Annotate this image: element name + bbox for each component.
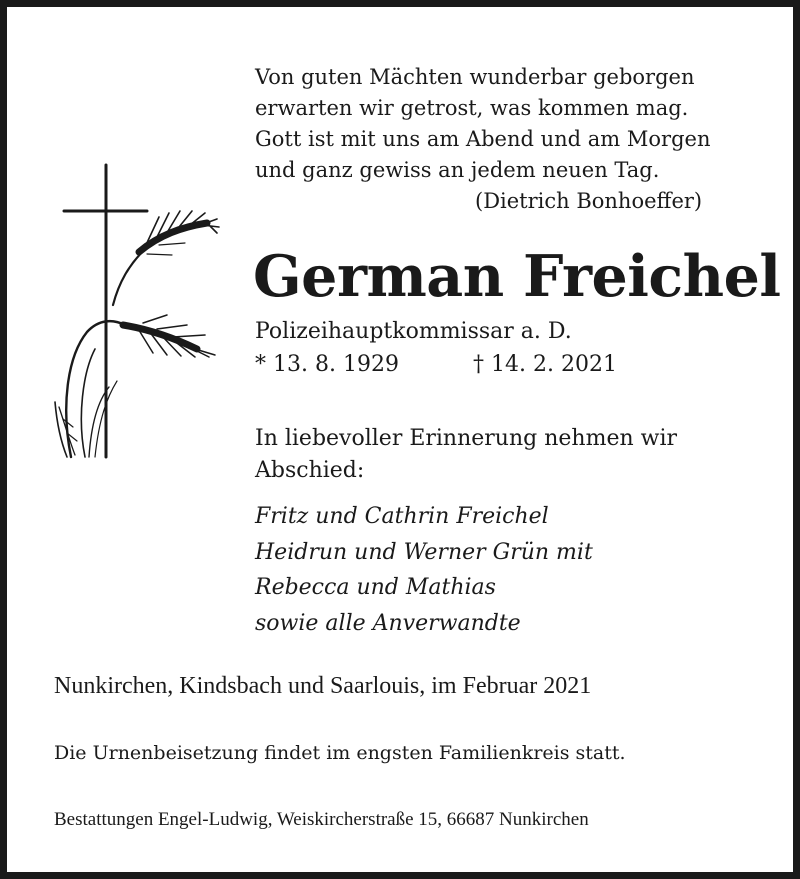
quote-line: erwarten wir getrost, was kommen mag. (255, 96, 689, 120)
place-and-date: Nunkirchen, Kindsbach und Saarlouis, im Februar 2021 (54, 673, 592, 699)
mourners-list (255, 499, 593, 641)
death-date: † 14. 2. 2021 (473, 352, 617, 377)
urn-burial-notice: Die Urnenbeisetzung findet im engsten Familienkreis statt. (54, 742, 626, 764)
mourner-line: Fritz und Cathrin Freichel (255, 504, 549, 529)
birth-date: * 13. 8. 1929 (255, 352, 399, 377)
quote-line: Gott ist mit uns am Abend und am Morgen (255, 127, 711, 151)
bonhoeffer-quote (255, 62, 765, 217)
mourner-line: sowie alle Anverwandte (255, 610, 521, 636)
mourner-line: Heidrun und Werner Grün mit (255, 539, 593, 565)
life-dates (255, 352, 617, 377)
cross-with-wheat-icon (47, 157, 237, 467)
quote-author: (Dietrich Bonhoeffer) (475, 189, 703, 213)
deceased-title: Polizeihauptkommissar a. D. (255, 319, 572, 344)
mourner-line: Rebecca und Mathias (255, 575, 496, 600)
farewell-intro: In liebevoller Erinnerung nehmen wir Abschied: (255, 426, 678, 483)
quote-line: und ganz gewiss an jedem neuen Tag. (255, 158, 660, 182)
deceased-name: German Freichel (253, 243, 781, 310)
quote-line: Von guten Mächten wunderbar geborgen (255, 65, 695, 89)
undertaker-info: Bestattungen Engel-Ludwig, Weiskircherstraße 15, 66687 Nunkirchen (54, 809, 589, 830)
